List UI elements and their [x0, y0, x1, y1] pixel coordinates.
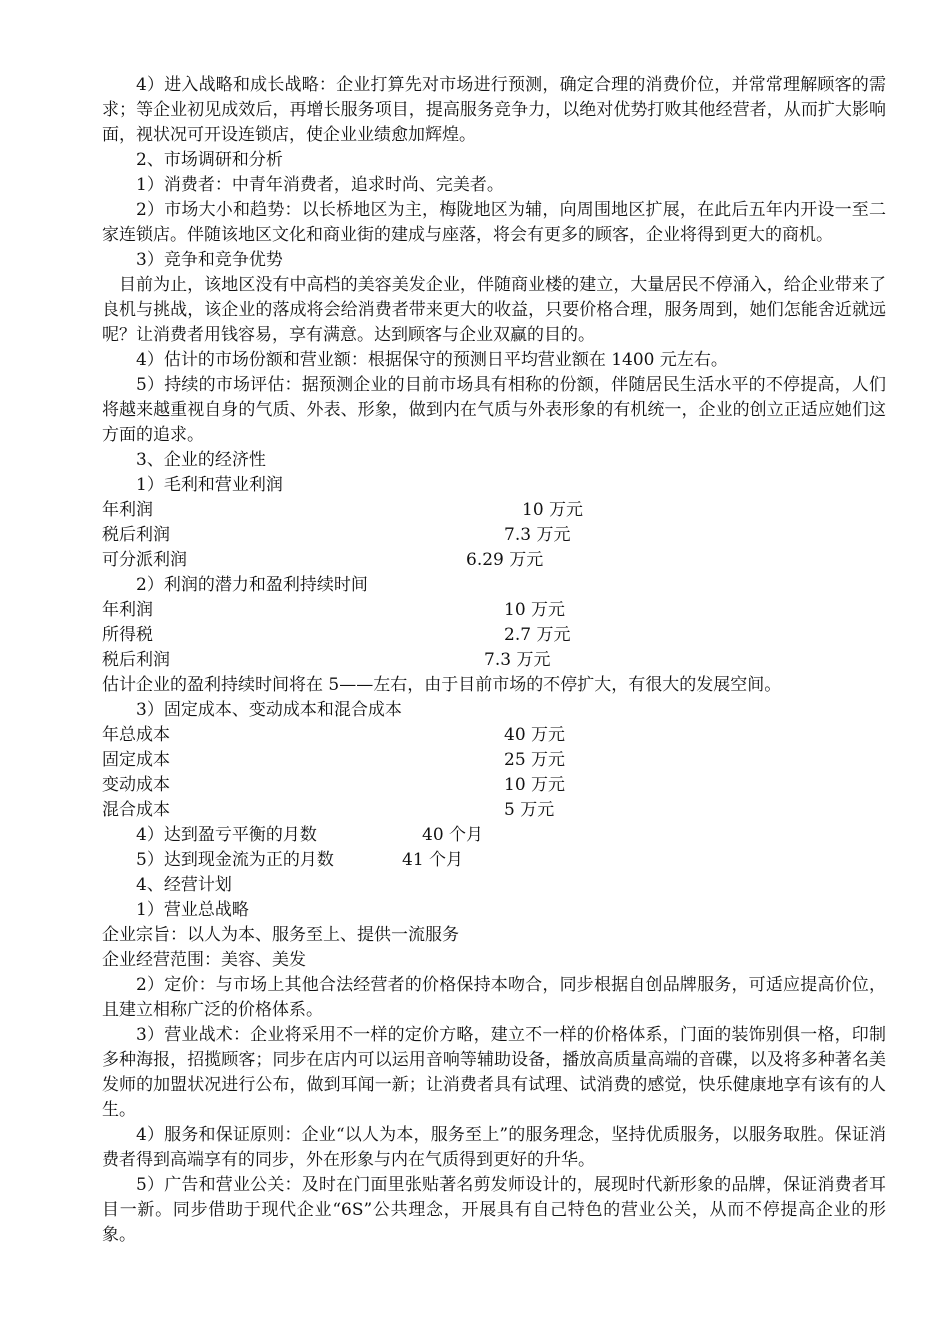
row-label: 年利润: [102, 600, 153, 620]
row-value: 10 万元: [504, 775, 566, 795]
table-row: [102, 598, 886, 623]
table-row: [102, 798, 886, 823]
table-row: [102, 823, 886, 848]
months-table: [102, 823, 886, 873]
paragraph-competition: 目前为止，该地区没有中高档的美容美发企业，伴随商业楼的建立，大量居民不停涌入，给企业带来了良机与挑战，该企业的落成将会给消费者带来更大的收益，只要价格合理，服务周到，她们怎能舍近就远呢？让消费者用钱容易，享有满意。达到顾客与企业双赢的目的。: [102, 275, 886, 345]
paragraph-market-share: 4）估计的市场份额和营业额：根据保守的预测日平均营业额在 1400 元左右。: [136, 350, 728, 370]
subheading-gross-profit: 1）毛利和营业利润: [136, 475, 283, 495]
row-label: 5）达到现金流为正的月数: [136, 850, 334, 870]
row-value: 7.3 万元: [504, 525, 571, 545]
row-label: 混合成本: [102, 800, 170, 820]
paragraph-business-scope: 企业经营范围：美容、美发: [102, 950, 306, 970]
paragraph-consumers: 1）消费者：中青年消费者，追求时尚、完美者。: [136, 175, 504, 195]
subheading-competition: 3）竞争和竞争优势: [136, 250, 283, 270]
row-label: 固定成本: [102, 750, 170, 770]
row-label: 变动成本: [102, 775, 170, 795]
paragraph-entry-strategy: 4）进入战略和成长战略：企业打算先对市场进行预测，确定合理的消费价位，并常常理解顾客的需求；等企业初见成效后，再增长服务项目，提高服务竞争力，以绝对优势打败其他经营者，从而扩大影响面，视状况可开设连锁店，使企业业绩愈加辉煌。: [102, 75, 886, 145]
row-label: 年总成本: [102, 725, 170, 745]
row-label: 税后利润: [102, 650, 170, 670]
table-row: [102, 723, 886, 748]
row-value: 2.7 万元: [504, 625, 571, 645]
subheading-costs: 3）固定成本、变动成本和混合成本: [136, 700, 402, 720]
section-heading-market-research: 2、市场调研和分析: [136, 150, 283, 170]
table-row: [102, 648, 886, 673]
paragraph-profit-duration: 估计企业的盈利持续时间将在 5——左右，由于目前市场的不停扩大，有很大的发展空间。: [102, 675, 782, 695]
profit-potential-table: [102, 598, 886, 673]
table-row: [102, 623, 886, 648]
table-row: [102, 848, 886, 873]
table-row: [102, 773, 886, 798]
row-label: 4）达到盈亏平衡的月数: [136, 825, 317, 845]
row-label: 税后利润: [102, 525, 170, 545]
row-label: 可分派利润: [102, 550, 187, 570]
document-body: [102, 73, 886, 1248]
row-value: 10 万元: [522, 500, 584, 520]
row-value: 41 个月: [402, 850, 464, 870]
table-row: [102, 523, 886, 548]
paragraph-service-principle: 4）服务和保证原则：企业“以人为本，服务至上”的服务理念，坚持优质服务，以服务取胜。保证消费者得到高端享有的同步，外在形象与内在气质得到更好的升华。: [102, 1125, 886, 1170]
row-value: 40 个月: [422, 825, 484, 845]
row-value: 25 万元: [504, 750, 566, 770]
row-value: 10 万元: [504, 600, 566, 620]
paragraph-pricing: 2）定价：与市场上其他合法经营者的价格保持本吻合，同步根据自创品牌服务，可适应提高价位，且建立相称广泛的价格体系。: [102, 975, 886, 1020]
section-heading-business-plan: 4、经营计划: [136, 875, 232, 895]
cost-table: [102, 723, 886, 823]
table-row: [102, 548, 886, 573]
table-row: [102, 748, 886, 773]
profit-table: [102, 498, 886, 573]
row-value: 7.3 万元: [484, 650, 551, 670]
row-label: 年利润: [102, 500, 153, 520]
row-label: 所得税: [102, 625, 153, 645]
row-value: 40 万元: [504, 725, 566, 745]
section-heading-economics: 3、企业的经济性: [136, 450, 266, 470]
subheading-overall-strategy: 1）营业总战略: [136, 900, 249, 920]
row-value: 5 万元: [504, 800, 555, 820]
subheading-profit-potential: 2）利润的潜力和盈利持续时间: [136, 575, 368, 595]
paragraph-market-size: 2）市场大小和趋势：以长桥地区为主，梅陇地区为辅，向周围地区扩展，在此后五年内开设一至二家连锁店。伴随该地区文化和商业街的建成与座落，将会有更多的顾客，企业将得到更大的商机。: [102, 200, 886, 245]
paragraph-advertising: 5）广告和营业公关：及时在门面里张贴著名剪发师设计的，展现时代新形象的品牌，保证消费者耳目一新。同步借助于现代企业“6S”公共理念，开展具有自己特色的营业公关，从而不停提高企业的形象。: [102, 1175, 886, 1245]
row-value: 6.29 万元: [466, 550, 544, 570]
paragraph-mission: 企业宗旨：以人为本、服务至上、提供一流服务: [102, 925, 459, 945]
paragraph-tactics: 3）营业战术：企业将采用不一样的定价方略，建立不一样的价格体系，门面的装饰别俱一格，印制多种海报，招揽顾客；同步在店内可以运用音响等辅助设备，播放高质量高端的音碟，以及将多种著名美发师的加盟状况进行公布，做到耳闻一新；让消费者具有试理、试消费的感觉，快乐健康地享有该有的人生。: [102, 1025, 886, 1120]
paragraph-market-evaluation: 5）持续的市场评估：据预测企业的目前市场具有相称的份额，伴随居民生活水平的不停提高，人们将越来越重视自身的气质、外表、形象，做到内在气质与外表形象的有机统一，企业的创立正适应她们这方面的追求。: [102, 375, 886, 445]
table-row: [102, 498, 886, 523]
